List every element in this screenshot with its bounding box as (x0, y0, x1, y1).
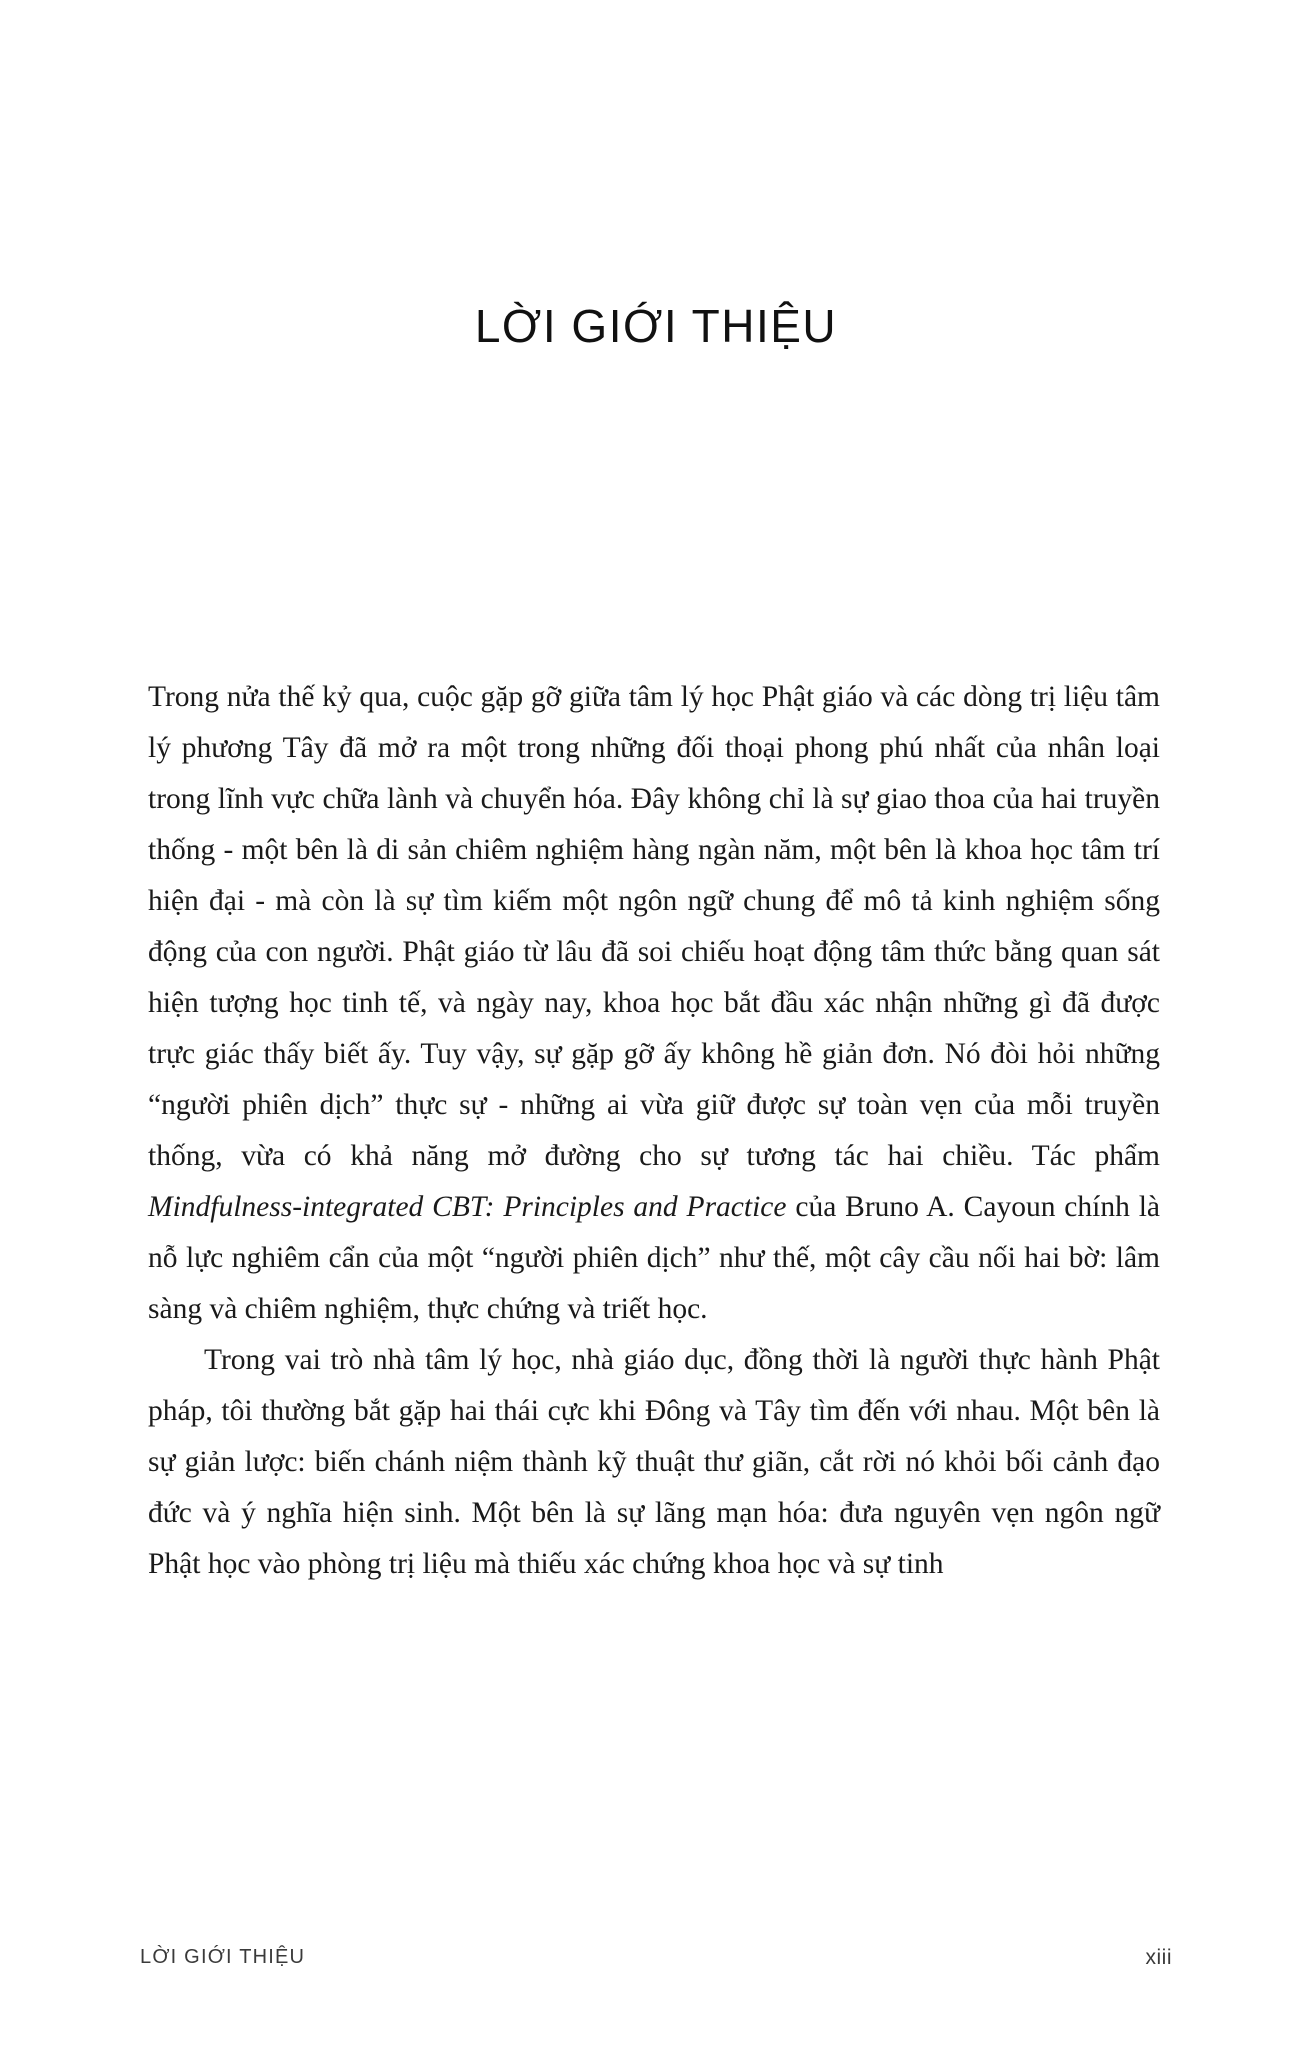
paragraph-2 (148, 1335, 1160, 1590)
page-number: xiii (1145, 1946, 1172, 1969)
body-text-block (148, 672, 1160, 1590)
page-footer (0, 1888, 1312, 2048)
text-run: của Bruno A. Cayoun chính là nỗ lực nghiêm cẩn của một “người phiên dịch” như thế, một cây cầu nối hai bờ: lâm sàng và chiêm nghiệm, thực chứng và triết học. (148, 1191, 1160, 1325)
page-title: LỜI GIỚI THIỆU (474, 299, 838, 352)
book-title-italic: Mindfulness-integrated CBT: Principles and Practice (148, 1191, 787, 1223)
running-head: LỜI GIỚI THIỆU (140, 1946, 306, 1968)
text-run: Trong nửa thế kỷ qua, cuộc gặp gỡ giữa tâm lý học Phật giáo và các dòng trị liệu tâm lý phương Tây đã mở ra một trong những đối thoại phong phú nhất của nhân loại trong lĩnh vực chữa lành và chuyển hóa. Đây không chỉ là sự giao thoa của hai truyền thống - một bên là di sản chiêm nghiệm hàng ngàn năm, một bên là khoa học tâm trí hiện đại - mà còn là sự tìm kiếm một ngôn ngữ chung để mô tả kinh nghiệm sống động của con người. Phật giáo từ lâu đã soi chiếu hoạt động tâm thức bằng quan sát hiện tượng học tinh tế, và ngày nay, khoa học bắt đầu xác nhận những gì đã được trực giác thấy biết ấy. Tuy vậy, sự gặp gỡ ấy không hề giản đơn. Nó đòi hỏi những “người phiên dịch” thực sự - những ai vừa giữ được sự toàn vẹn của mỗi truyền thống, vừa có khả năng mở đường cho sự tương tác hai chiều. Tác phẩm (148, 681, 1160, 1172)
text-run: Trong vai trò nhà tâm lý học, nhà giáo dục, đồng thời là người thực hành Phật pháp, tôi thường bắt gặp hai thái cực khi Đông và Tây tìm đến với nhau. Một bên là sự giản lược: biến chánh niệm thành kỹ thuật thư giãn, cắt rời nó khỏi bối cảnh đạo đức và ý nghĩa hiện sinh. Một bên là sự lãng mạn hóa: đưa nguyên vẹn ngôn ngữ Phật học vào phòng trị liệu mà thiếu xác chứng khoa học và sự tinh (148, 1344, 1160, 1580)
paragraph-1 (148, 672, 1160, 1335)
